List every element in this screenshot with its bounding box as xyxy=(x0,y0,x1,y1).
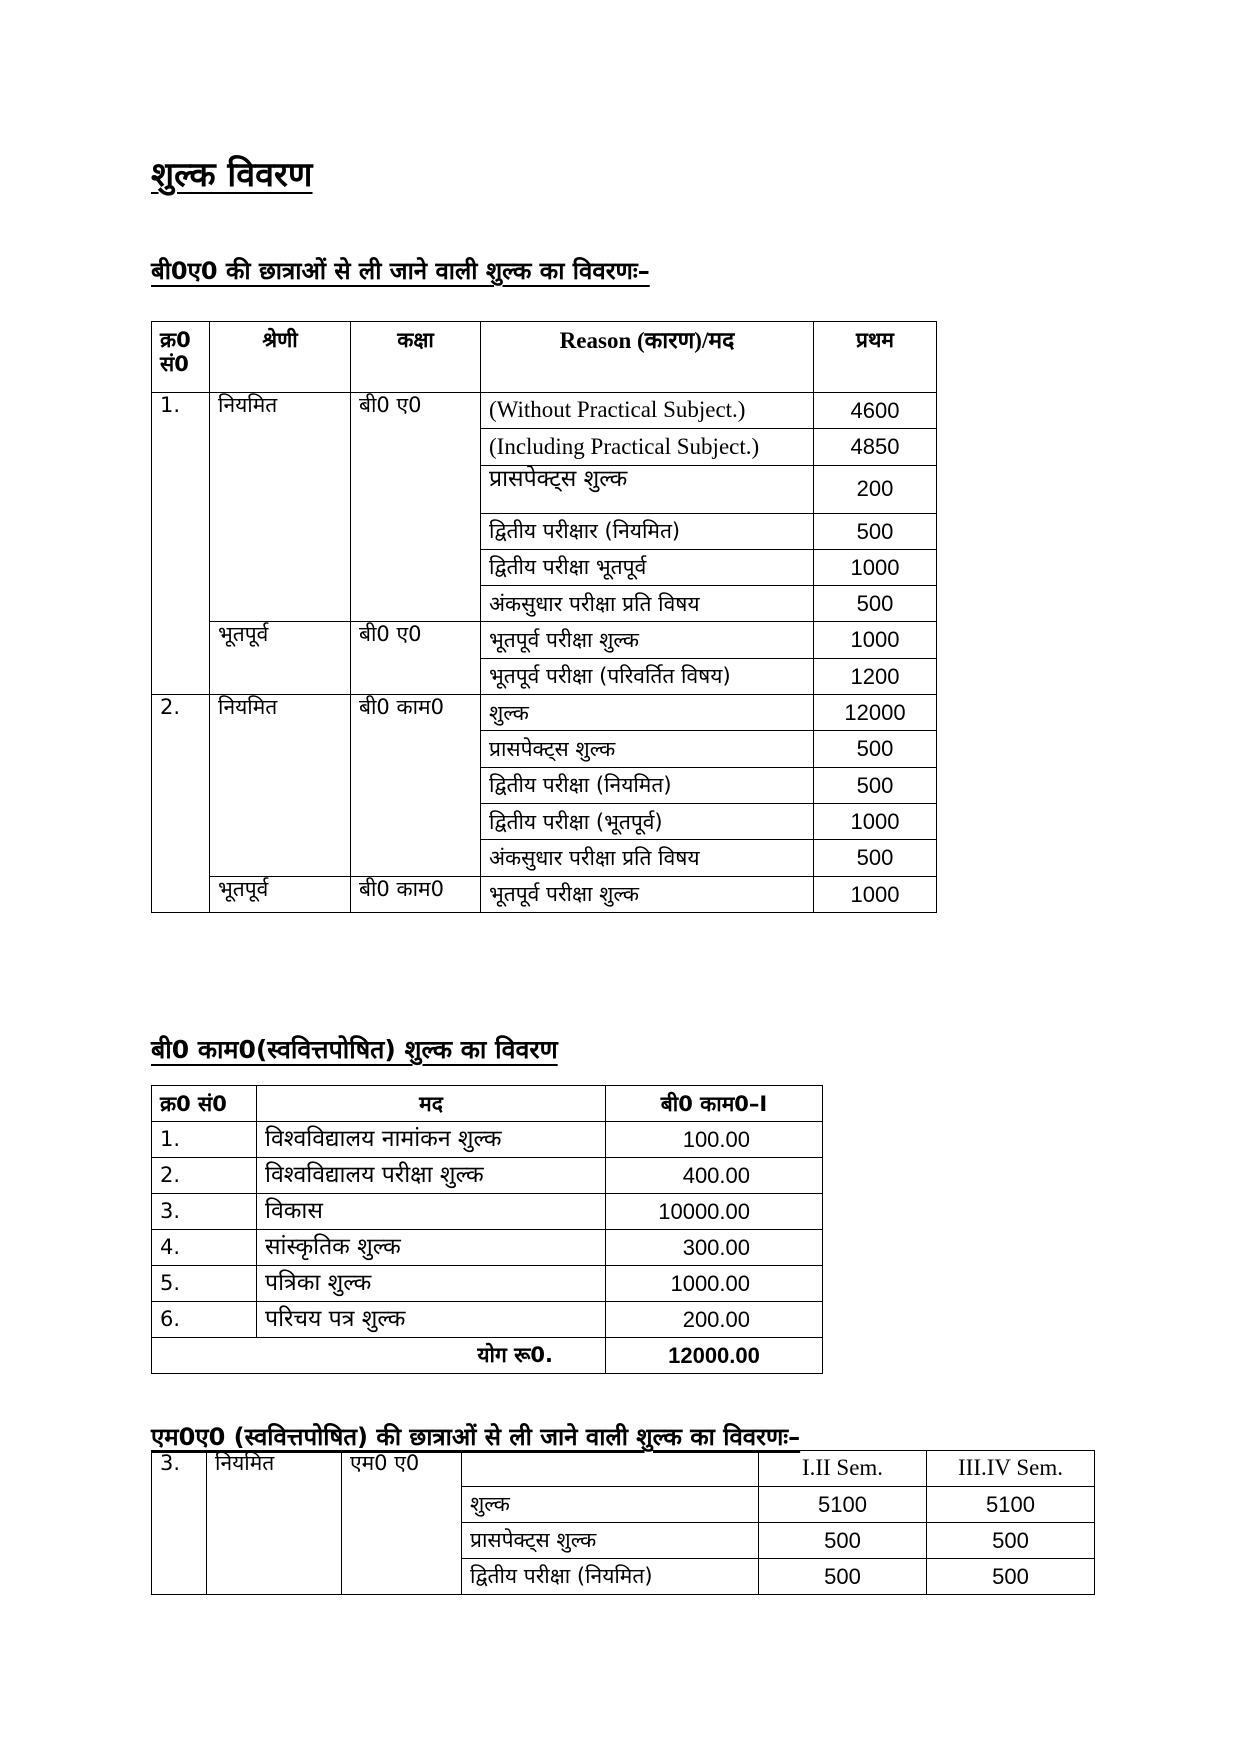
sno-cell: 6. xyxy=(152,1302,257,1338)
amount-cell: 500 xyxy=(814,840,937,876)
total-label: योग रू0. xyxy=(152,1338,606,1374)
item-cell: विश्वविद्यालय परीक्षा शुल्क xyxy=(257,1158,606,1194)
total-amount: 12000.00 xyxy=(606,1338,823,1374)
sno-cell: 3. xyxy=(152,1451,207,1595)
amount-cell: 4600 xyxy=(814,393,937,429)
amount-cell: 200.00 xyxy=(606,1302,823,1338)
item-cell: पत्रिका शुल्क xyxy=(257,1266,606,1302)
header-sno: क्र0 सं0 xyxy=(152,1086,257,1122)
amount-cell: 500 xyxy=(927,1559,1095,1595)
reason-cell: भूतपूर्व परीक्षा शुल्क xyxy=(481,622,814,658)
amount-cell: 1000 xyxy=(814,876,937,912)
ma-fee-table xyxy=(151,1450,1095,1595)
item-cell: विकास xyxy=(257,1194,606,1230)
reason-cell: अंकसुधार परीक्षा प्रति विषय xyxy=(481,586,814,622)
amount-cell: 1200 xyxy=(814,658,937,694)
header-sem34: III.IV Sem. xyxy=(927,1451,1095,1487)
amount-cell: 1000.00 xyxy=(606,1266,823,1302)
reason-cell: (Including Practical Subject.) xyxy=(481,429,814,465)
table-row xyxy=(152,1302,823,1338)
amount-cell: 500 xyxy=(759,1559,927,1595)
class-cell: बी0 काम0 xyxy=(351,695,481,876)
ba-fee-section-title: बी0ए0 की छात्राओं से ली जाने वाली शुल्क का विवरणः– xyxy=(151,257,650,285)
class-cell: बी0 ए0 xyxy=(351,622,481,695)
table-row xyxy=(152,393,937,429)
bcom-fee-table xyxy=(151,1085,823,1374)
amount-cell: 12000 xyxy=(814,695,937,731)
table-row xyxy=(152,1194,823,1230)
table-row xyxy=(152,1158,823,1194)
item-cell: परिचय पत्र शुल्क xyxy=(257,1302,606,1338)
header-category: श्रेणी xyxy=(210,322,351,393)
header-item: मद xyxy=(257,1086,606,1122)
class-cell: बी0 ए0 xyxy=(351,393,481,622)
table-row xyxy=(152,622,937,658)
sno-cell: 1. xyxy=(152,393,210,695)
amount-cell: 4850 xyxy=(814,429,937,465)
category-cell: भूतपूर्व xyxy=(210,622,351,695)
sno-cell: 5. xyxy=(152,1266,257,1302)
amount-cell: 500 xyxy=(759,1523,927,1559)
reason-cell: (Without Practical Subject.) xyxy=(481,393,814,429)
reason-cell: द्वितीय परीक्षार (नियमित) xyxy=(481,513,814,549)
header-sem12: I.II Sem. xyxy=(759,1451,927,1487)
reason-cell: प्रासपेक्ट्स शुल्क xyxy=(481,731,814,767)
amount-cell: 500 xyxy=(814,586,937,622)
amount-cell: 5100 xyxy=(759,1487,927,1523)
amount-cell: 1000 xyxy=(814,622,937,658)
header-bcom1: बी0 काम0–I xyxy=(606,1086,823,1122)
amount-cell: 100.00 xyxy=(606,1122,823,1158)
ba-fee-table xyxy=(151,321,937,913)
reason-cell: भूतपूर्व परीक्षा शुल्क xyxy=(481,876,814,912)
category-cell: नियमित xyxy=(210,393,351,622)
table-header-row xyxy=(152,322,937,393)
table-row xyxy=(152,1451,1095,1487)
amount-cell: 500 xyxy=(814,513,937,549)
reason-cell: शुल्क xyxy=(462,1487,759,1523)
item-cell: सांस्कृतिक शुल्क xyxy=(257,1230,606,1266)
header-reason: Reason (कारण)/मद xyxy=(481,322,814,393)
empty-cell xyxy=(462,1451,759,1487)
sno-cell: 2. xyxy=(152,1158,257,1194)
table-row xyxy=(152,1266,823,1302)
ma-fee-section-title: एम0ए0 (स्ववित्तपोषित) की छात्राओं से ली जाने वाली शुल्क का विवरणः– xyxy=(151,1423,801,1451)
reason-cell: भूतपूर्व परीक्षा (परिवर्तित विषय) xyxy=(481,658,814,694)
amount-cell: 5100 xyxy=(927,1487,1095,1523)
header-first: प्रथम xyxy=(814,322,937,393)
amount-cell: 300.00 xyxy=(606,1230,823,1266)
amount-cell: 1000 xyxy=(814,803,937,839)
total-row xyxy=(152,1338,823,1374)
reason-cell: द्वितीय परीक्षा (नियमित) xyxy=(462,1559,759,1595)
page-title: शुल्क विवरण xyxy=(151,155,313,195)
amount-cell: 500 xyxy=(814,767,937,803)
reason-cell: द्वितीय परीक्षा (भूतपूर्व) xyxy=(481,803,814,839)
amount-cell: 500 xyxy=(814,731,937,767)
amount-cell: 10000.00 xyxy=(606,1194,823,1230)
amount-cell: 200 xyxy=(814,465,937,513)
reason-cell: द्वितीय परीक्षा (नियमित) xyxy=(481,767,814,803)
reason-cell: द्वितीय परीक्षा भूतपूर्व xyxy=(481,549,814,585)
reason-cell: प्रासपेक्ट्स शुल्क xyxy=(481,465,814,513)
sno-cell: 3. xyxy=(152,1194,257,1230)
header-class: कक्षा xyxy=(351,322,481,393)
category-cell: भूतपूर्व xyxy=(210,876,351,912)
table-row xyxy=(152,695,937,731)
sno-cell: 2. xyxy=(152,695,210,913)
reason-cell: अंकसुधार परीक्षा प्रति विषय xyxy=(481,840,814,876)
reason-cell: शुल्क xyxy=(481,695,814,731)
category-cell: नियमित xyxy=(207,1451,342,1595)
amount-cell: 400.00 xyxy=(606,1158,823,1194)
reason-cell: प्रासपेक्ट्स शुल्क xyxy=(462,1523,759,1559)
table-row xyxy=(152,876,937,912)
class-cell: बी0 काम0 xyxy=(351,876,481,912)
header-sno: क्र0 सं0 xyxy=(152,322,210,393)
class-cell: एम0 ए0 xyxy=(342,1451,462,1595)
table-row xyxy=(152,1230,823,1266)
amount-cell: 500 xyxy=(927,1523,1095,1559)
amount-cell: 1000 xyxy=(814,549,937,585)
table-header-row xyxy=(152,1086,823,1122)
category-cell: नियमित xyxy=(210,695,351,876)
bcom-fee-section-title: बी0 काम0(स्ववित्तपोषित) शुल्क का विवरण xyxy=(151,1035,558,1064)
item-cell: विश्वविद्यालय नामांकन शुल्क xyxy=(257,1122,606,1158)
sno-cell: 1. xyxy=(152,1122,257,1158)
table-row xyxy=(152,1122,823,1158)
sno-cell: 4. xyxy=(152,1230,257,1266)
